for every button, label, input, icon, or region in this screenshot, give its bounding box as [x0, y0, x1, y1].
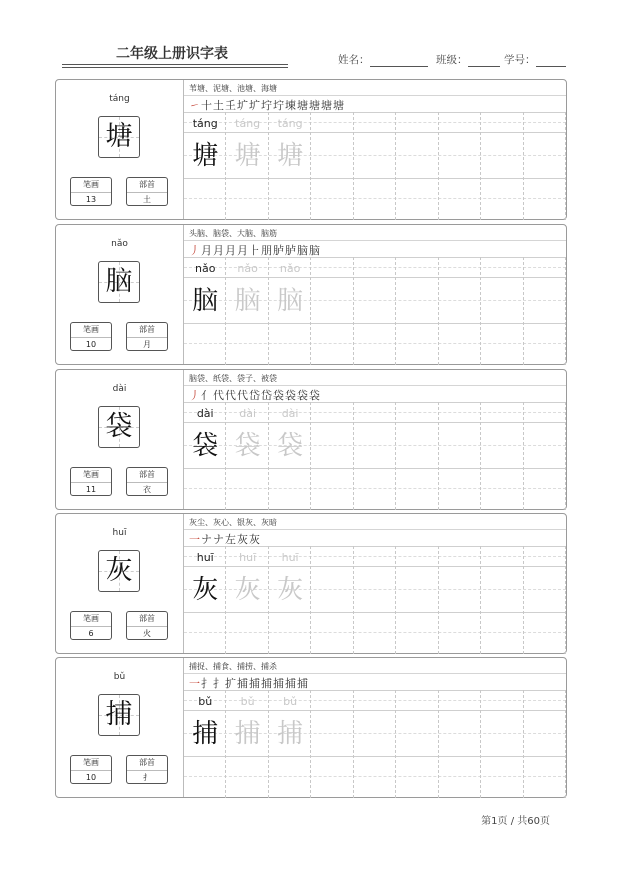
stroke-step: 代 — [237, 389, 249, 402]
radical-value: 扌 — [143, 773, 151, 782]
stroke-step: ㇀ — [189, 99, 201, 112]
hanzi-practice-cell: 袋 — [234, 431, 261, 461]
pinyin-practice-cell: huī — [196, 551, 214, 564]
example-words: 捕捉、捕食、捕捞、捕杀 — [189, 662, 277, 671]
character-info-panel — [56, 370, 184, 509]
character-box — [98, 406, 140, 448]
radical-label: 部首 — [127, 756, 167, 771]
stroke-step: 塘 — [333, 99, 345, 112]
pinyin-practice-cell: huī — [239, 551, 257, 564]
stroke-count-value: 10 — [85, 773, 97, 782]
character-info-panel — [56, 225, 184, 364]
stroke-count-label: 笔画 — [71, 468, 111, 483]
stroke-count-box — [70, 177, 112, 206]
name-field[interactable] — [338, 52, 428, 67]
pinyin-label: dài — [112, 384, 127, 394]
stroke-order — [189, 97, 345, 113]
number-blank[interactable] — [536, 54, 566, 67]
radical-box — [126, 755, 168, 784]
stroke-count-value: 11 — [85, 485, 97, 494]
pinyin-practice-cell: bǔ — [283, 695, 298, 708]
stroke-count-value: 13 — [85, 195, 97, 204]
stroke-step: 月⺊ — [237, 244, 261, 257]
pinyin-practice-cell: dài — [196, 407, 214, 420]
radical-value: 衣 — [143, 485, 151, 494]
character-card — [55, 224, 567, 365]
character-info-panel — [56, 658, 184, 797]
stroke-step: 代 — [213, 389, 225, 402]
stroke-step: 岱 — [249, 389, 261, 402]
stroke-step: 左 — [225, 533, 237, 546]
name-blank[interactable] — [370, 54, 428, 67]
stroke-count-box — [70, 755, 112, 784]
hanzi-practice-cell: 塘 — [234, 141, 261, 171]
pinyin-label: táng — [109, 94, 130, 104]
character-box — [98, 261, 140, 303]
stroke-step: 丿 — [189, 244, 201, 257]
pinyin-practice-cell: bǔ — [240, 695, 255, 708]
stroke-step: 捕 — [273, 677, 285, 690]
stroke-step: 袋 — [309, 389, 321, 402]
stroke-count-value: 10 — [85, 340, 97, 349]
stroke-step: 月 — [225, 244, 237, 257]
character-card — [55, 369, 567, 510]
hanzi-practice-cell: 塘 — [192, 141, 219, 171]
title-underline-2 — [62, 67, 288, 68]
hanzi-practice-cell: 捕 — [192, 719, 219, 749]
stroke-step: 十 — [201, 99, 213, 112]
stroke-step: 袋 — [273, 389, 285, 402]
stroke-step: 胪 — [285, 244, 297, 257]
practice-panel — [184, 658, 566, 797]
hanzi-practice-cell: 袋 — [277, 431, 304, 461]
character-glyph: 灰 — [105, 555, 133, 586]
stroke-step: 圹 — [237, 99, 249, 112]
hanzi-practice-cell: 脑 — [277, 286, 304, 316]
stroke-order — [189, 531, 261, 547]
character-card — [55, 513, 567, 654]
stroke-order — [189, 242, 321, 258]
number-label: 学号： — [504, 54, 536, 66]
stroke-step: 捕 — [249, 677, 261, 690]
character-info-panel — [56, 514, 184, 653]
stroke-step: 捕 — [237, 677, 249, 690]
page-indicator: 第1页 / 共60页 — [481, 816, 550, 827]
stroke-count-label: 笔画 — [71, 612, 111, 627]
stroke-step: 扌 — [213, 677, 225, 690]
character-box — [98, 116, 140, 158]
stroke-step: 灰 — [249, 533, 261, 546]
stroke-order — [189, 675, 309, 691]
radical-box — [126, 611, 168, 640]
radical-label: 部首 — [127, 323, 167, 338]
stroke-step: ナ — [201, 533, 213, 546]
hanzi-practice-cell: 脑 — [234, 286, 261, 316]
character-box — [98, 694, 140, 736]
stroke-step: 岱 — [261, 389, 273, 402]
pinyin-label: bǔ — [113, 672, 126, 682]
stroke-step: 月 — [201, 244, 213, 257]
stroke-step: 一 — [189, 677, 201, 690]
hanzi-practice-cell: 脑 — [192, 286, 219, 316]
radical-label: 部首 — [127, 468, 167, 483]
stroke-count-box — [70, 611, 112, 640]
hanzi-practice-cell: 塘 — [277, 141, 304, 171]
practice-panel — [184, 225, 566, 364]
pinyin-practice-cell: dài — [281, 407, 299, 420]
pinyin-practice-cell: nǎo — [279, 262, 301, 275]
stroke-step: ナ — [213, 533, 225, 546]
stroke-step: 一 — [189, 533, 201, 546]
pinyin-label: nǎo — [111, 239, 128, 249]
pinyin-practice-cell: táng — [277, 117, 303, 130]
radical-label: 部首 — [127, 612, 167, 627]
stroke-count-value: 6 — [88, 629, 94, 638]
example-words: 头脑、脑袋、大脑、脑筋 — [189, 229, 277, 238]
character-card — [55, 79, 567, 220]
stroke-step: 月 — [213, 244, 225, 257]
stroke-step: 圹 — [249, 99, 261, 112]
pinyin-practice-cell: huī — [281, 551, 299, 564]
class-field[interactable] — [436, 52, 500, 67]
practice-panel — [184, 80, 566, 219]
title-underline — [62, 64, 288, 65]
stroke-count-box — [70, 322, 112, 351]
stroke-count-box — [70, 467, 112, 496]
stroke-order — [189, 387, 321, 403]
stroke-count-label: 笔画 — [71, 178, 111, 193]
stroke-step: 袋 — [285, 389, 297, 402]
stroke-step: 脑 — [297, 244, 309, 257]
stroke-step: 胪 — [273, 244, 285, 257]
character-card — [55, 657, 567, 798]
stroke-step: 袋 — [297, 389, 309, 402]
hanzi-practice-cell: 袋 — [192, 431, 219, 461]
radical-box — [126, 467, 168, 496]
stroke-step: 塘 — [321, 99, 333, 112]
pinyin-label: huī — [112, 528, 127, 538]
radical-box — [126, 177, 168, 206]
character-box — [98, 550, 140, 592]
character-glyph: 脑 — [105, 266, 133, 297]
class-label: 班级： — [436, 54, 468, 66]
radical-label: 部首 — [127, 178, 167, 193]
stroke-step: 扌 — [201, 677, 213, 690]
hanzi-practice-cell: 灰 — [192, 575, 219, 605]
practice-panel — [184, 370, 566, 509]
radical-value: 土 — [143, 195, 151, 204]
radical-value: 月 — [143, 340, 151, 349]
stroke-step: 塘 — [297, 99, 309, 112]
stroke-count-label: 笔画 — [71, 323, 111, 338]
stroke-step: 脑 — [309, 244, 321, 257]
stroke-count-label: 笔画 — [71, 756, 111, 771]
hanzi-practice-cell: 捕 — [234, 719, 261, 749]
stroke-step: 灰 — [237, 533, 249, 546]
stroke-step: 代 — [225, 389, 237, 402]
practice-panel — [184, 514, 566, 653]
hanzi-practice-cell: 捕 — [277, 719, 304, 749]
stroke-step: 扩 — [225, 677, 237, 690]
hanzi-practice-cell: 灰 — [277, 575, 304, 605]
stroke-step: 捕 — [297, 677, 309, 690]
stroke-step: 捕 — [285, 677, 297, 690]
page-title: 二年级上册识字表 — [116, 46, 228, 62]
pinyin-practice-cell: bǔ — [198, 695, 213, 708]
stroke-step: 坾 — [261, 99, 273, 112]
class-blank[interactable] — [468, 54, 500, 67]
stroke-step: 丿 — [189, 389, 201, 402]
pinyin-practice-cell: nǎo — [237, 262, 258, 275]
character-glyph: 塘 — [105, 121, 133, 152]
example-words: 脑袋、纸袋、袋子、被袋 — [189, 374, 277, 383]
stroke-step: 塘 — [309, 99, 321, 112]
stroke-step: 朋 — [261, 244, 273, 257]
stroke-step: 亻 — [201, 389, 213, 402]
pinyin-practice-cell: táng — [192, 117, 218, 130]
character-info-panel — [56, 80, 184, 219]
pinyin-practice-cell: táng — [235, 117, 261, 130]
pinyin-practice-cell: dài — [239, 407, 257, 420]
stroke-step: 𡈼 — [225, 99, 237, 112]
example-words: 苇塘、泥塘、池塘、海塘 — [189, 84, 277, 93]
number-field[interactable] — [504, 52, 566, 67]
hanzi-practice-cell: 灰 — [234, 575, 261, 605]
name-label: 姓名： — [338, 54, 370, 66]
stroke-step: 埬 — [285, 99, 297, 112]
character-glyph: 捕 — [105, 699, 133, 730]
example-words: 灰尘、灰心、银灰、灰暗 — [189, 518, 277, 527]
character-glyph: 袋 — [105, 411, 133, 442]
radical-value: 火 — [143, 629, 151, 638]
radical-box — [126, 322, 168, 351]
stroke-step: 坾 — [273, 99, 285, 112]
pinyin-practice-cell: nǎo — [194, 262, 216, 275]
stroke-step: 土 — [213, 99, 225, 112]
stroke-step: 捕 — [261, 677, 273, 690]
